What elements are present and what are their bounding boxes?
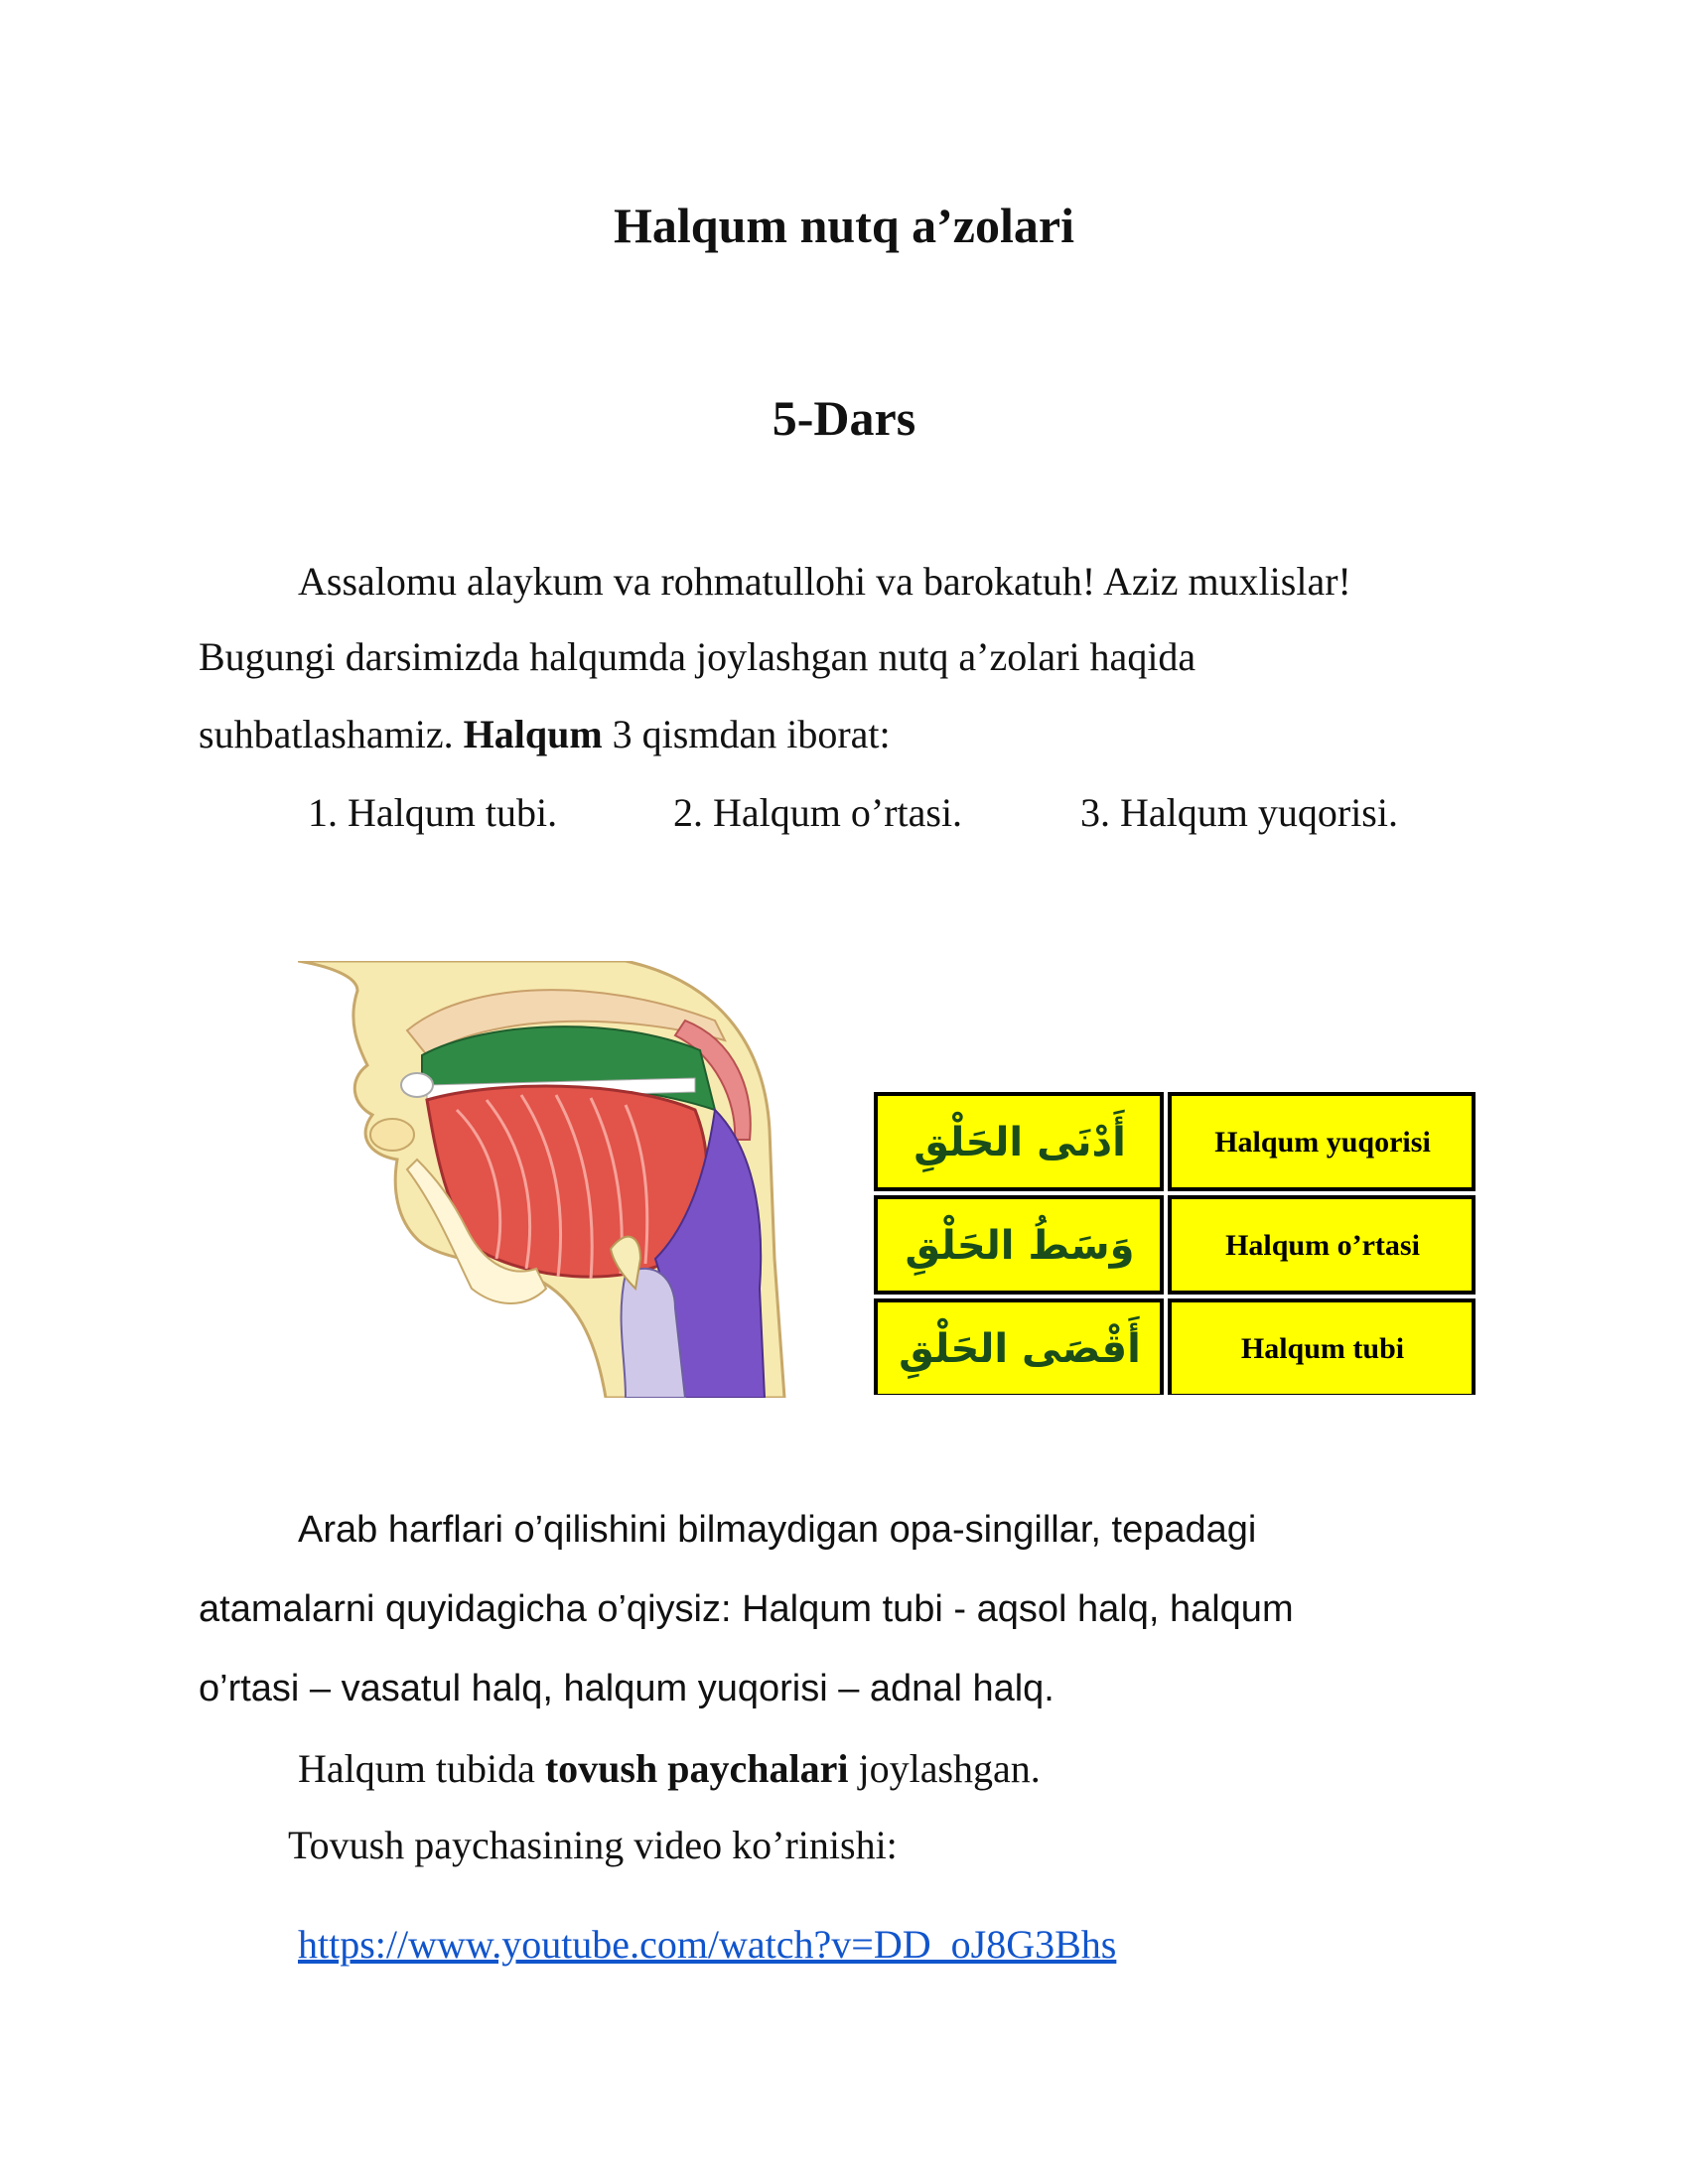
- vocal-cords-start: Halqum tubida: [298, 1746, 545, 1791]
- reading-line-2: atamalarni quyidagicha o’qiysiz: Halqum tubi - aqsol halq, halqum: [199, 1588, 1294, 1630]
- arabic-term: أَقْصَى الحَلْقِ: [899, 1326, 1141, 1372]
- intro-line-3-start: suhbatlashamiz.: [199, 712, 464, 756]
- reading-line-1: Arab harflari o’qilishini bilmaydigan opa-singillar, tepadagi: [298, 1509, 1257, 1551]
- intro-line-3: [199, 711, 891, 757]
- video-link[interactable]: https://www.youtube.com/watch?v=DD_oJ8G3Bhs: [298, 1922, 1117, 1967]
- vocal-cords-line: [298, 1745, 1041, 1792]
- vocal-cords-bold: tovush paychalari: [544, 1746, 849, 1791]
- reading-line-3: o’rtasi – vasatul halq, halqum yuqorisi – adnal halq.: [199, 1668, 1055, 1709]
- vocal-cords-end: joylashgan.: [848, 1746, 1041, 1791]
- list-item-throat-middle: 2. Halqum o’rtasi.: [673, 790, 963, 835]
- list-item-throat-top: 3. Halqum yuqorisi.: [1080, 790, 1398, 835]
- document-title: Halqum nutq a’zolari: [614, 198, 1074, 253]
- throat-parts-table: [874, 1092, 1477, 1395]
- halqum-bold: Halqum: [463, 712, 603, 756]
- intro-line-2: Bugungi darsimizda halqumda joylashgan nutq a’zolari haqida: [199, 634, 1196, 679]
- intro-line-1: Assalomu alaykum va rohmatullohi va barokatuh! Aziz muxlislar!: [298, 559, 1351, 604]
- arabic-term: وَسَطُ الحَلْقِ: [905, 1223, 1135, 1269]
- uzbek-term: Halqum yuqorisi: [1214, 1126, 1431, 1159]
- intro-line-3-end: 3 qismdan iborat:: [602, 712, 891, 756]
- arabic-term: أَدْنَى الحَلْقِ: [914, 1120, 1126, 1165]
- uzbek-term: Halqum tubi: [1240, 1332, 1405, 1365]
- uzbek-term: Halqum o’rtasi: [1225, 1229, 1420, 1262]
- throat-anatomy-illustration: [298, 961, 829, 1398]
- throat-parts-table-graphic: [874, 1092, 1477, 1395]
- lesson-number: 5-Dars: [772, 390, 916, 446]
- list-item-throat-bottom: 1. Halqum tubi.: [308, 790, 558, 835]
- video-label: Tovush paychasining video ko’rinishi:: [288, 1823, 898, 1867]
